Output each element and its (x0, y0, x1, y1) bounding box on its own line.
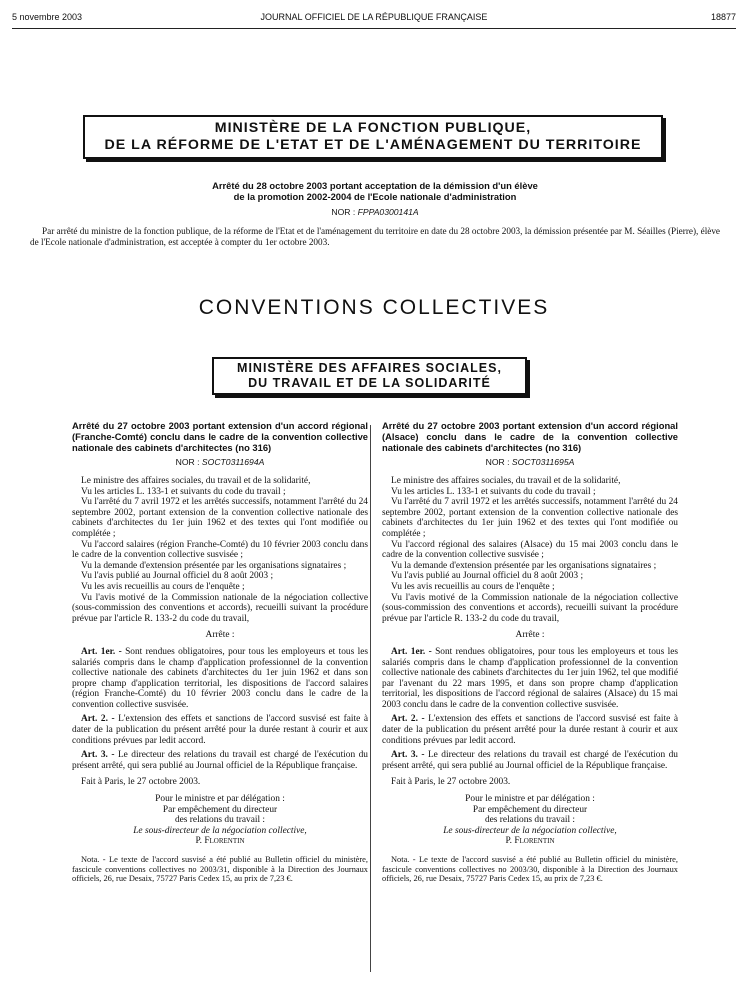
visa-line: Le ministre des affaires sociales, du travail et de la solidarité, (81, 476, 311, 486)
ministry-line-2: DU TRAVAIL ET DE LA SOLIDARITÉ (248, 376, 491, 390)
header-page-number: 18877 (710, 12, 736, 22)
signature-line (72, 826, 368, 837)
decree-title: Arrêté du 27 octobre 2003 portant extension d'un accord régional (Franche-Comté) conclu dans le cadre de la convention collective nationale des cabinets d'architectes (no 316) (72, 420, 368, 453)
signatory-name: P. Florentin (505, 836, 555, 847)
visa-line: Le ministre des affaires sociales, du travail et de la solidarité, (391, 476, 621, 486)
visa-line: Vu les articles L. 133-1 et suivants du code du travail ; (391, 486, 596, 497)
decree-title: Arrêté du 27 octobre 2003 portant extension d'un accord régional (Alsace) conclu dans le cadre de la convention collective nationale des cabinets d'architectes (no 316) (382, 420, 678, 453)
decree-nor (150, 207, 600, 218)
signature-title: Le sous-directeur de la négociation collective, (133, 825, 307, 836)
visa-line: Vu l'avis motivé de la Commission nationale de la négociation collective (sous-commission des conventions et accords), recueilli suivant la procédure prévue par l'article R. 133-2 du code du travail, (382, 592, 678, 624)
nor-label: NOR : (175, 457, 200, 467)
ministry-line-1: MINISTÈRE DES AFFAIRES SOCIALES, (237, 361, 502, 375)
article-3-label: Art. 3. - (81, 750, 115, 761)
article-3-text: Le directeur des relations du travail est chargé de l'exécution du présent arrêté, qui sera publié au Journal officiel de la République française. (72, 750, 368, 771)
signatory-name: P. Florentin (195, 836, 245, 847)
visa-line: Vu les avis recueillis au cours de l'enquête ; (81, 581, 245, 592)
article-3-label: Art. 3. - (391, 750, 425, 761)
visa-line: Vu l'arrêté du 7 avril 1972 et les arrêtés successifs, notamment l'arrêté du 24 septembre 2002, portant extension de la convention collective nationale des cabinets d'architectes du 1er juin 1962 et des textes qui l'ont modifiée ou complétée ; (382, 497, 678, 539)
ministry-box-fonction-publique (83, 115, 663, 159)
decree-title-line-2: de la promotion 2002-2004 de l'Ecole nationale d'administration (233, 191, 517, 202)
visa-line: Vu la demande d'extension présentée par les organisations signataires ; (391, 560, 657, 571)
arrete-label: Arrête : (515, 630, 545, 641)
article-2-text: L'extension des effets et sanctions de l'accord susvisé est faite à dater de la publication du présent arrêté pour la durée restant à courir et aux conditions prévues par ledit accord. (72, 714, 368, 746)
visa-line: Vu la demande d'extension présentée par les organisations signataires ; (81, 560, 347, 571)
signature-line: des relations du travail : (174, 815, 266, 826)
article-1-text: Sont rendues obligatoires, pour tous les employeurs et tous les salariés compris dans le champ d'application professionnel de la convention collective nationale des cabinets d'architectes du 1er juin 1962, tel que modifié par l'avenant du 22 mars 1995, et dans son propre champ d'application territorial, les dispositions de l'accord régional de salaires (Alsace) du 15 mai 2003 conclu dans le cadre de la convention collective susvisée. (382, 646, 679, 710)
visa-line: Vu l'accord régional des salaires (Alsace) du 15 mai 2003 conclu dans le cadre de la convention collective susvisée ; (382, 539, 678, 561)
decree-body: Par arrêté du ministre de la fonction publique, de la réforme de l'Etat et de l'aménagement du territoire en date du 28 octobre 2003, la démission présentée par M. Séailles (Pierre), élève de l'Ecole nationale d'administration, est acceptée à compter du 1er octobre 2003. (30, 226, 720, 247)
fait-a-paris: Fait à Paris, le 27 octobre 2003. (391, 777, 511, 788)
ministry-box-affaires-sociales (212, 357, 527, 395)
arrete-label: Arrête : (205, 630, 235, 641)
nor-code: SOCT0311694A (201, 457, 265, 467)
visa-line: Vu les articles L. 133-1 et suivants du code du travail ; (81, 486, 286, 497)
article-2-label: Art. 2. - (391, 714, 425, 725)
article-2-text: L'extension des effets et sanctions de l'accord susvisé est faite à dater de la publication du présent arrêté pour la durée restant à courir et aux conditions prévues par ledit accord. (382, 714, 678, 746)
article-1-label: Art. 1er. - (391, 646, 432, 657)
nor-code: SOCT0311695A (511, 457, 575, 467)
signature-line: Par empêchement du directeur (472, 804, 588, 815)
right-column-decree (382, 420, 678, 884)
visa-line: Vu les avis recueillis au cours de l'enquête ; (391, 581, 555, 592)
section-title: CONVENTIONS COLLECTIVES (198, 296, 550, 319)
article-3 (72, 750, 368, 771)
nor-label: NOR : (485, 457, 510, 467)
signature-line: Pour le ministre et par délégation : (465, 794, 595, 805)
nota: Nota. - Le texte de l'accord susvisé a été publié au Bulletin officiel du ministère, fascicule conventions collectives no 2003/31, disponible à la Direction des Journaux officiels, 26, rue Desaix, 75727 Paris Cedex 15, au prix de 7,23 €. (72, 855, 368, 884)
nor-label: NOR : (331, 207, 356, 217)
article-3-text: Le directeur des relations du travail est chargé de l'exécution du présent arrêté, qui sera publié au Journal officiel de la République française. (382, 750, 678, 771)
visa-line: Vu l'avis publié au Journal officiel du 8 août 2003 ; (81, 571, 274, 582)
page-header (12, 12, 736, 26)
article-2-label: Art. 2. - (81, 714, 115, 725)
left-column-decree (72, 420, 368, 884)
signature-title: Le sous-directeur de la négociation collective, (443, 825, 617, 836)
decree-title-demission (150, 180, 600, 202)
article-2 (72, 714, 368, 746)
header-date: 5 novembre 2003 (12, 12, 83, 22)
signature-line: des relations du travail : (484, 815, 576, 826)
article-1 (72, 647, 368, 711)
decree-title-line-1: Arrêté du 28 octobre 2003 portant acceptation de la démission d'un élève (212, 180, 538, 191)
article-2 (382, 714, 678, 746)
ministry-line-2: DE LA RÉFORME DE L'ETAT ET DE L'AMÉNAGEMENT DU TERRITOIRE (104, 137, 642, 153)
signature-line: Pour le ministre et par délégation : (155, 794, 285, 805)
article-1 (382, 647, 678, 711)
fait-a-paris: Fait à Paris, le 27 octobre 2003. (81, 777, 201, 788)
ministry-line-1: MINISTÈRE DE LA FONCTION PUBLIQUE, (214, 120, 532, 136)
article-1-text: Sont rendues obligatoires, pour tous les employeurs et tous les salariés compris dans le champ d'application professionnel de la convention collective nationale des cabinets d'architectes du 1er juin 1962 et dans son propre champ d'application territorial, les dispositions de l'accord salaires (région Franche-Comté) du 10 février 2003 conclu dans le cadre de la convention collective susvisée. (72, 646, 369, 710)
header-journal-title: JOURNAL OFFICIEL DE LA RÉPUBLIQUE FRANÇAISE (260, 12, 488, 22)
column-separator (370, 425, 371, 972)
visa-line: Vu l'avis publié au Journal officiel du 8 août 2003 ; (391, 571, 584, 582)
visa-line: Vu l'accord salaires (région Franche-Comté) du 10 février 2003 conclu dans le cadre de la convention collective susvisée ; (72, 539, 368, 561)
article-1-label: Art. 1er. - (81, 646, 122, 657)
article-3 (382, 750, 678, 771)
visa-line: Vu l'arrêté du 7 avril 1972 et les arrêtés successifs, notamment l'arrêté du 24 septembre 2002, portant extension de la convention collective nationale des cabinets d'architectes du 1er juin 1962 et des textes qui l'ont modifiée ou complétée ; (72, 497, 368, 539)
signature-line (382, 826, 678, 837)
nor-code: FPPA0300141A (357, 207, 419, 217)
signature-line: Par empêchement du directeur (162, 804, 278, 815)
decree-nor (72, 457, 368, 468)
decree-nor (382, 457, 678, 468)
nota: Nota. - Le texte de l'accord susvisé a été publié au Bulletin officiel du ministère, fascicule conventions collectives no 2003/30, disponible à la Direction des Journaux officiels, 26, rue Desaix, 75727 Paris Cedex 15, au prix de 7,23 €. (382, 855, 678, 884)
visa-line: Vu l'avis motivé de la Commission nationale de la négociation collective (sous-commission des conventions et accords), recueilli suivant la procédure prévue par l'article R. 133-2 du code du travail, (72, 592, 368, 624)
header-rule (12, 28, 736, 29)
